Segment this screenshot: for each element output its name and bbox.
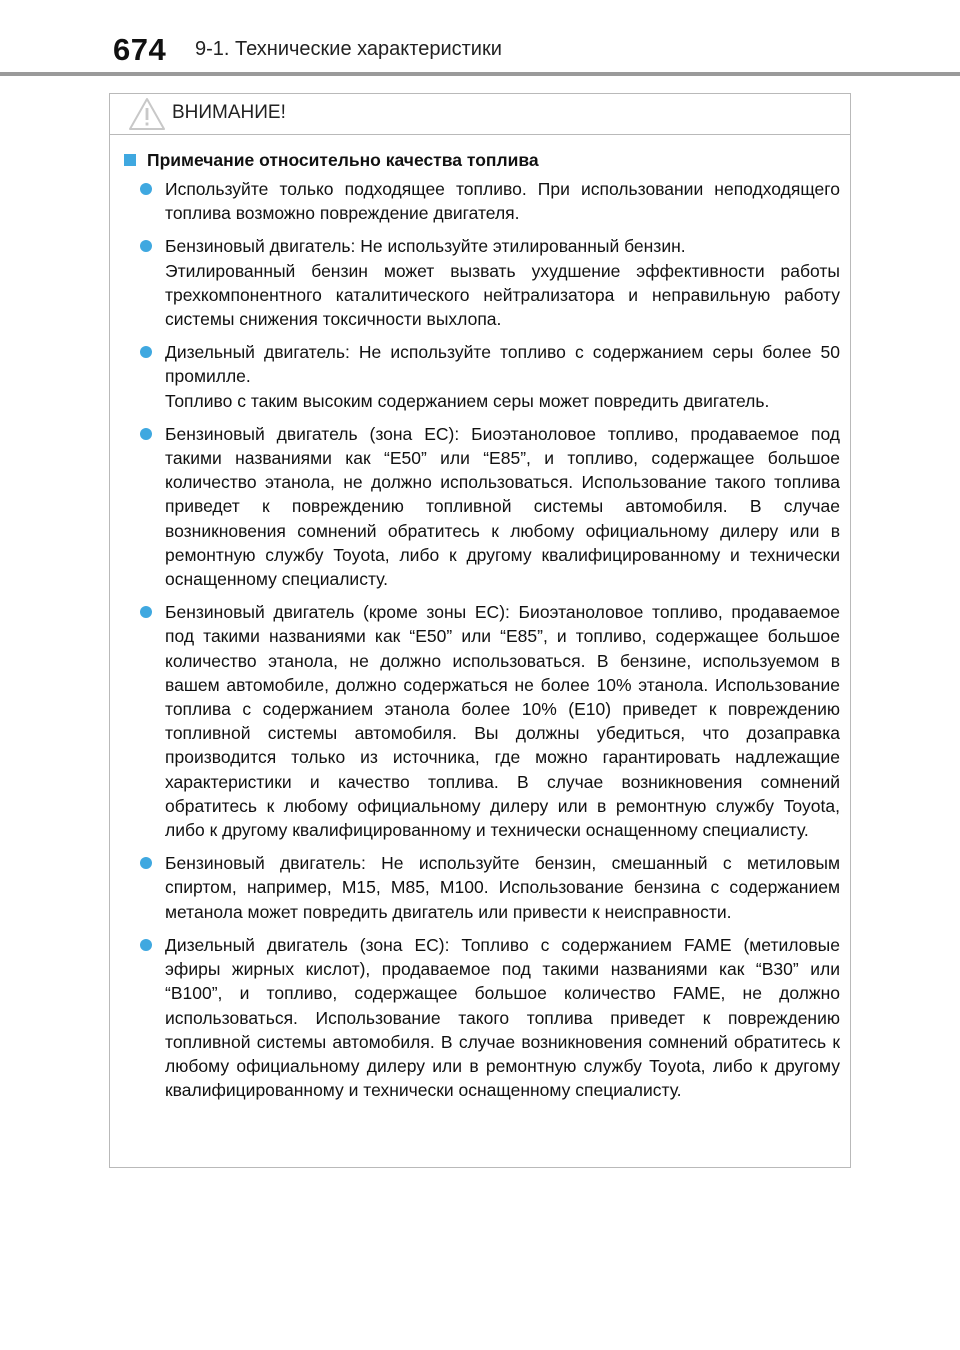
square-bullet-icon — [124, 154, 136, 166]
item-paragraph: Бензиновый двигатель: Не используйте бензин, смешанный с метиловым спиртом, например, M15, M85, M100. Использование бензина с содержанием метанола может повредить двигатель или привести к неисправности. — [165, 853, 840, 922]
item-paragraph: Дизельный двигатель (зона ЕС): Топливо с содержанием FAME (метиловые эфиры жирных кислот), продаваемое под такими названиями как “B30” или “B100”, и топливо, содержащее большое количество FAME, не должно использоваться. Использование такого топлива приведет к повреждению топливной системы автомобиля. В случае возникновения сомнений обратитесь к любому официальному дилеру или в ремонтную службу Toyota, либо к другому квалифицированному и технически оснащенному специалисту. — [165, 934, 840, 1101]
header-divider — [0, 72, 960, 76]
list-item — [120, 177, 840, 225]
list-item — [120, 851, 840, 924]
list-item — [120, 933, 840, 1102]
item-paragraph: Бензиновый двигатель: Не используйте этилированный бензин. — [165, 236, 686, 257]
bullet-icon — [140, 606, 152, 618]
bullet-icon — [140, 428, 152, 440]
item-paragraph: Дизельный двигатель: Не используйте топливо с содержанием серы более 50 промилле. — [165, 342, 840, 387]
warning-header — [110, 94, 850, 135]
list-item — [120, 340, 840, 413]
bullet-icon — [140, 183, 152, 195]
page-header — [0, 0, 960, 78]
subheading-text: Примечание относительно качества топлива — [147, 150, 539, 170]
warning-box — [109, 93, 851, 1168]
item-paragraph: Этилированный бензин может вызвать ухудшение эффективности работы трехкомпонентного каталитического нейтрализатора и неправильную работу системы снижения токсичности выхлопа. — [165, 260, 840, 330]
item-paragraph: Бензиновый двигатель (кроме зоны ЕС): Биоэтаноловое топливо, продаваемое под такими названиями как “E50” или “E85”, и топливо, содержащее большое количество этанола, не должно использоваться. В бензине, используемом в вашем автомобиле, должно содержаться не более 10% этанола. Использование топлива с содержанием этанола более 10% (E10) приведет к повреждению топливной системы автомобиля. Вы должны убедиться, что дозаправка производится только из источника, где можно гарантировать надлежащие характеристики и качество топлива. В случае возникновения сомнений обратитесь к любому официальному дилеру или в ремонтную службу Toyota, либо к другому квалифицированному и технически оснащенному специалисту. — [165, 602, 840, 841]
list-item — [120, 422, 840, 591]
warning-triangle-icon — [128, 97, 166, 131]
list-item — [120, 600, 840, 842]
bullet-icon — [140, 939, 152, 951]
warning-content — [110, 135, 850, 1102]
bullet-icon — [140, 857, 152, 869]
bullet-icon — [140, 240, 152, 252]
bullet-icon — [140, 346, 152, 358]
warning-subheading — [120, 147, 840, 173]
item-paragraph: Используйте только подходящее топливо. При использовании неподходящего топлива возможно повреждение двигателя. — [165, 179, 840, 224]
warning-title: ВНИМАНИЕ! — [172, 102, 286, 123]
page-number: 674 — [113, 32, 167, 67]
item-paragraph: Бензиновый двигатель (зона ЕС): Биоэтаноловое топливо, продаваемое под такими названиями как “E50” или “E85”, и топливо, содержащее большое количество этанола, не должно использоваться. Использование такого топлива приведет к повреждению топливной системы автомобиля. В случае возникновения сомнений обратитесь к любому официальному дилеру или в ремонтную службу Toyota, либо к другому квалифицированному и технически оснащенному специалисту. — [165, 423, 840, 590]
item-paragraph: Топливо с таким высоким содержанием серы может повредить двигатель. — [165, 390, 770, 411]
section-title: 9-1. Технические характеристики — [195, 38, 502, 60]
list-item — [120, 234, 840, 331]
